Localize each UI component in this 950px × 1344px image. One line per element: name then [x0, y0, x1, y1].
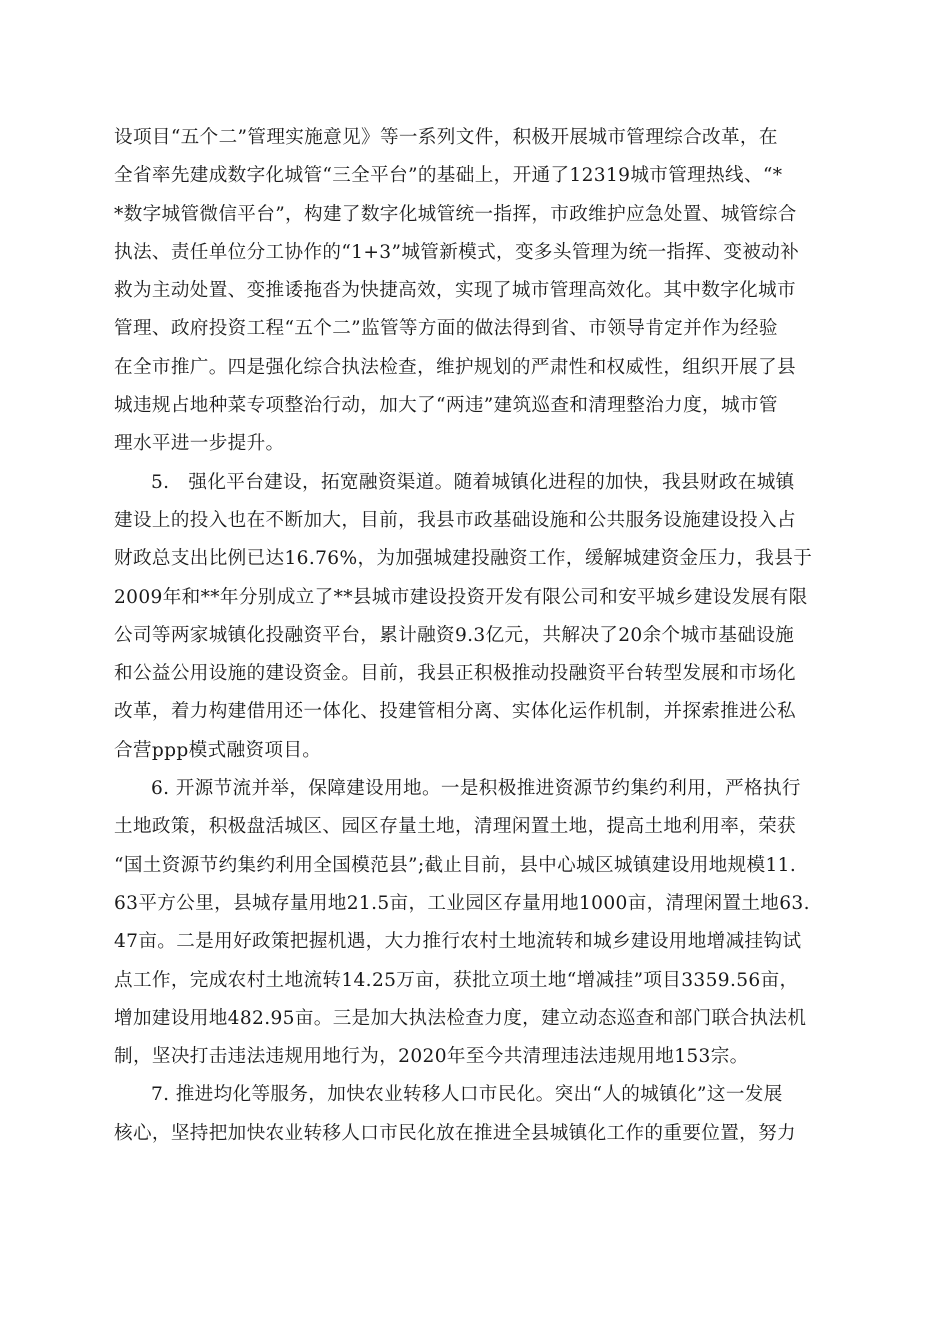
text-line: 公司等两家城镇化投融资平台，累计融资9.3亿元，共解决了20余个城市基础设施 [114, 624, 795, 646]
text-line: 制，坚决打击违法违规用地行为，2020年至今共清理违法违规用地153宗。 [114, 1046, 749, 1068]
text-line: *数字城管微信平台”，构建了数字化城管统一指挥，市政维护应急处置、城管综合 [114, 203, 797, 225]
text-line: 管理、政府投资工程“五个二”监管等方面的做法得到省、市领导肯定并作为经验 [114, 318, 778, 340]
paragraph-7-first-line: 7. 推进均化等服务，加快农业转移人口市民化。突出“人的城镇化”这一发展 [151, 1084, 783, 1106]
text-line: 63平方公里，县城存量用地21.5亩，工业园区存量用地1000亩，清理闲置土地63. [114, 892, 810, 914]
text-line: 改革，着力构建借用还一体化、投建管相分离、实体化运作机制，并探索推进公私 [114, 701, 796, 723]
text-line: 在全市推广。四是强化综合执法检查，维护规划的严肃性和权威性，组织开展了县 [114, 356, 796, 378]
text-line: 建设上的投入也在不断加大，目前，我县市政基础设施和公共服务设施建设投入占 [114, 509, 796, 531]
text-line: 设项目“五个二”管理实施意见》等一系列文件，积极开展城市管理综合改革，在 [114, 127, 778, 148]
document-body [114, 119, 844, 1153]
text-line: 土地政策，积极盘活城区、园区存量土地，清理闲置土地，提高土地利用率，荣获 [114, 816, 796, 838]
text-line: 执法、责任单位分工协作的“1+3”城管新模式，变多头管理为统一指挥、变被动补 [114, 241, 800, 263]
text-line: 理水平进一步提升。 [114, 433, 285, 455]
text-line: 点工作，完成农村土地流转14.25万亩，获批立项土地“增减挂”项目3359.56亩， [114, 969, 799, 991]
text-line: 合营ppp模式融资项目。 [114, 739, 322, 761]
text-line: 2009年和**年分别成立了**县城市建设投资开发有限公司和安平城乡建设发展有限 [114, 586, 808, 608]
text-line: 财政总支出比例已达16.76%，为加强城建投融资工作，缓解城建资金压力，我县于 [114, 548, 813, 570]
text-line: 城违规占地种菜专项整治行动，加大了“两违”建筑巡查和清理整治力度，城市管 [114, 395, 778, 417]
text-line: 增加建设用地482.95亩。三是加大执法检查力度，建立动态巡查和部门联合执法机 [114, 1007, 807, 1029]
text-line: 救为主动处置、变推诿拖沓为快捷高效，实现了城市管理高效化。其中数字化城市 [114, 280, 796, 302]
text-line: 核心，坚持把加快农业转移人口市民化放在推进全县城镇化工作的重要位置，努力 [114, 1122, 796, 1144]
text-line: 和公益公用设施的建设资金。目前，我县正积极推动投融资平台转型发展和市场化 [114, 663, 796, 685]
text-line: “国土资源节约集约利用全国模范县”;截止目前，县中心城区城镇建设用地规模11. [114, 854, 797, 876]
paragraph-5-first-line: 5. 强化平台建设，拓宽融资渠道。随着城镇化进程的加快，我县财政在城镇 [151, 471, 795, 493]
text-line: 全省率先建成数字化城管“三全平台”的基础上，开通了12319城市管理热线、“* [114, 165, 783, 187]
text-line: 47亩。二是用好政策把握机遇，大力推行农村土地流转和城乡建设用地增减挂钩试 [114, 931, 802, 953]
paragraph-6-first-line: 6. 开源节流并举，保障建设用地。一是积极推进资源节约集约利用，严格执行 [151, 778, 801, 800]
